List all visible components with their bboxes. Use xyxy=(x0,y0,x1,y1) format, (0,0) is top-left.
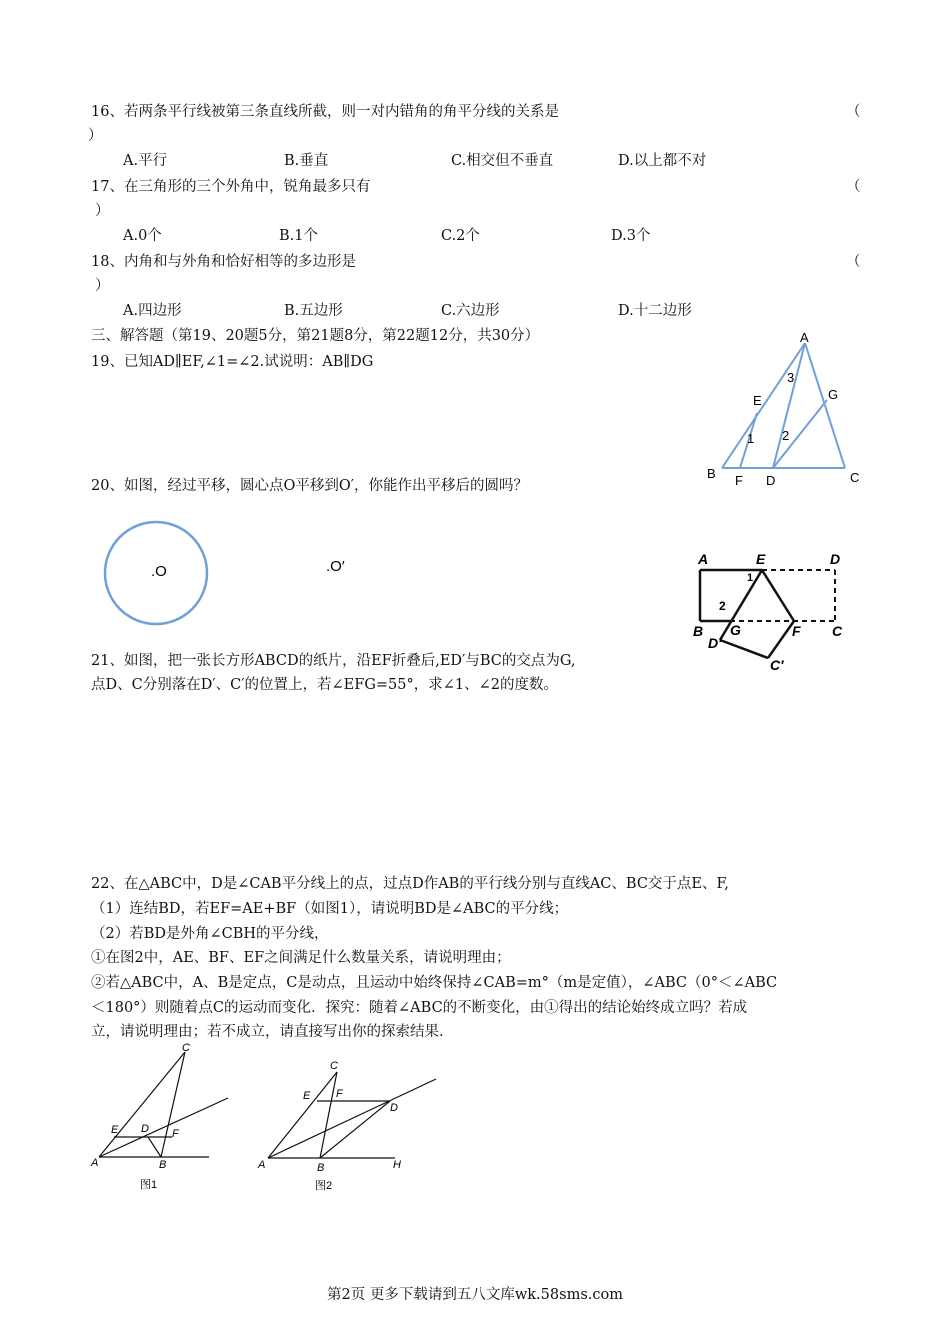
fig2-label-f: F xyxy=(336,1088,343,1100)
q19-label-b: B xyxy=(707,466,716,481)
q19-label-a: A xyxy=(800,330,809,345)
q21-edge-ed-prime xyxy=(720,570,762,640)
q21-label-b: B xyxy=(693,623,704,639)
q18-option-d: D.十二边形 xyxy=(618,303,692,319)
q18-stem: 18、内角和与外角和恰好相等的多边形是 xyxy=(91,254,356,270)
q21-edge-c-prime-f xyxy=(768,621,794,658)
q20-center-label: .O xyxy=(151,563,167,580)
q21-label-e: E xyxy=(756,551,766,567)
q17-paren-close: ） xyxy=(95,203,110,219)
q19-side-ac xyxy=(805,343,845,468)
fig2-caption: 图2 xyxy=(315,1180,333,1192)
fig1-label-c: C xyxy=(182,1042,190,1054)
q19-label-angle-3: 3 xyxy=(787,370,795,385)
q22-line-7: 立，请说明理由；若不成立，请直接写出你的探索结果． xyxy=(91,1024,454,1040)
q21-figure xyxy=(690,548,855,678)
q22-line-2: （1）连结BD，若EF=AE+BF（如图1），请说明BD是∠ABC的平分线； xyxy=(91,901,569,917)
q19-label-f: F xyxy=(735,473,743,488)
q20-figure xyxy=(95,510,375,640)
q19-label-d: D xyxy=(766,473,776,488)
q21-label-angle-2: 2 xyxy=(719,599,726,613)
q17-option-a: A.0个 xyxy=(123,228,162,244)
q22-figure-2 xyxy=(250,1055,445,1195)
q19-label-e: E xyxy=(753,393,762,408)
q19-text: 19、已知AD∥EF,∠1=∠2.试说明：AB∥DG xyxy=(91,354,374,370)
q18-option-c: C.六边形 xyxy=(441,303,500,319)
section-heading: 三、解答题（第19、20题5分，第21题8分，第22题12分，共30分） xyxy=(91,328,540,344)
q17-stem: 17、在三角形的三个外角中，锐角最多只有 xyxy=(91,179,371,195)
q16-stem: 16、若两条平行线被第三条直线所截，则一对内错角的角平分线的关系是 xyxy=(91,104,559,120)
fig1-side-ac xyxy=(99,1052,185,1157)
fig2-label-c: C xyxy=(330,1060,338,1072)
fig1-side-bc xyxy=(161,1052,185,1157)
q22-line-3: （2）若BD是外角∠CBH的平分线， xyxy=(91,926,329,942)
q19-figure xyxy=(700,325,870,490)
q21-label-g: G xyxy=(730,622,741,638)
q19-label-g: G xyxy=(828,387,839,402)
fig1-segment-bd xyxy=(148,1137,161,1157)
q17-option-c: C.2个 xyxy=(441,228,480,244)
q21-label-c: C xyxy=(832,623,843,639)
fig1-caption: 图1 xyxy=(140,1179,158,1191)
q18-paren-open: （ xyxy=(846,254,861,270)
q21-edge-d-prime-c-prime xyxy=(720,640,768,658)
q21-label-a: A xyxy=(698,551,709,567)
q21-line-1: 21、如图，把一张长方形ABCD的纸片，沿EF折叠后,ED′与BC的交点为G, xyxy=(91,653,576,669)
q19-side-ab xyxy=(722,343,805,468)
q17-paren-open: （ xyxy=(846,179,861,195)
fig1-label-e: E xyxy=(111,1124,119,1136)
fig1-label-a: A xyxy=(91,1157,99,1169)
fig2-segment-bd xyxy=(320,1101,390,1158)
q21-line-2: 点D、C分别落在D′、C′的位置上，若∠EFG=55°，求∠1、∠2的度数。 xyxy=(91,677,559,693)
q22-line-1: 22、在△ABC中，D是∠CAB平分线上的点，过点D作AB的平行线分别与直线AC、BC交于点E、F, xyxy=(91,876,729,892)
q16-option-a: A.平行 xyxy=(123,153,168,169)
q21-label-c-prime: C′ xyxy=(770,657,784,673)
q20-moved-center-label: .O′ xyxy=(326,558,345,575)
fig2-label-a: A xyxy=(258,1159,266,1171)
q21-label-d: D xyxy=(830,551,841,567)
fig2-side-ac xyxy=(268,1072,337,1158)
fig2-label-b: B xyxy=(317,1162,325,1174)
fig2-bisector-ad xyxy=(268,1079,436,1158)
fig2-label-d: D xyxy=(390,1102,398,1114)
q16-option-c: C.相交但不垂直 xyxy=(451,153,554,169)
q21-label-d-prime: D′ xyxy=(708,635,722,651)
q21-label-f: F xyxy=(792,623,801,639)
q22-figure-1 xyxy=(85,1040,245,1195)
q21-label-angle-1: 1 xyxy=(747,572,754,584)
fig1-label-f: F xyxy=(172,1128,179,1140)
q19-label-c: C xyxy=(850,470,860,485)
q17-option-d: D.3个 xyxy=(611,228,651,244)
q18-option-b: B.五边形 xyxy=(284,303,343,319)
q21-fold-ef xyxy=(762,570,794,621)
q16-option-b: B.垂直 xyxy=(284,153,329,169)
fig2-label-e: E xyxy=(303,1090,311,1102)
q22-line-4: ①在图2中，AE、BF、EF之间满足什么数量关系，请说明理由； xyxy=(91,950,511,966)
q16-option-d: D.以上都不对 xyxy=(618,153,707,169)
q18-option-a: A.四边形 xyxy=(123,303,182,319)
q17-option-b: B.1个 xyxy=(279,228,318,244)
q16-paren-open: （ xyxy=(846,104,861,120)
q22-line-6: ＜180°）则随着点C的运动而变化．探究：随着∠ABC的不断变化，由①得出的结论始终成立吗？若成 xyxy=(91,1000,748,1016)
q18-paren-close: ） xyxy=(95,278,110,294)
q16-paren-close: ） xyxy=(88,128,103,144)
q20-text: 20、如图，经过平移，圆心点O平移到O′，你能作出平移后的圆吗？ xyxy=(91,478,529,494)
fig1-label-d: D xyxy=(141,1123,149,1135)
q19-label-angle-2: 2 xyxy=(782,428,790,443)
fig2-side-bc xyxy=(320,1072,337,1158)
q22-line-5: ②若△ABC中，A、B是定点，C是动点，且运动中始终保持∠CAB=m°（m是定值），∠ABC（0°＜∠ABC xyxy=(91,975,778,991)
fig2-label-h: H xyxy=(393,1159,401,1171)
page-footer: 第2页 更多下载请到五八文库wk.58sms.com xyxy=(327,1287,623,1303)
fig1-label-b: B xyxy=(159,1159,167,1171)
q19-label-angle-1: 1 xyxy=(747,431,755,446)
